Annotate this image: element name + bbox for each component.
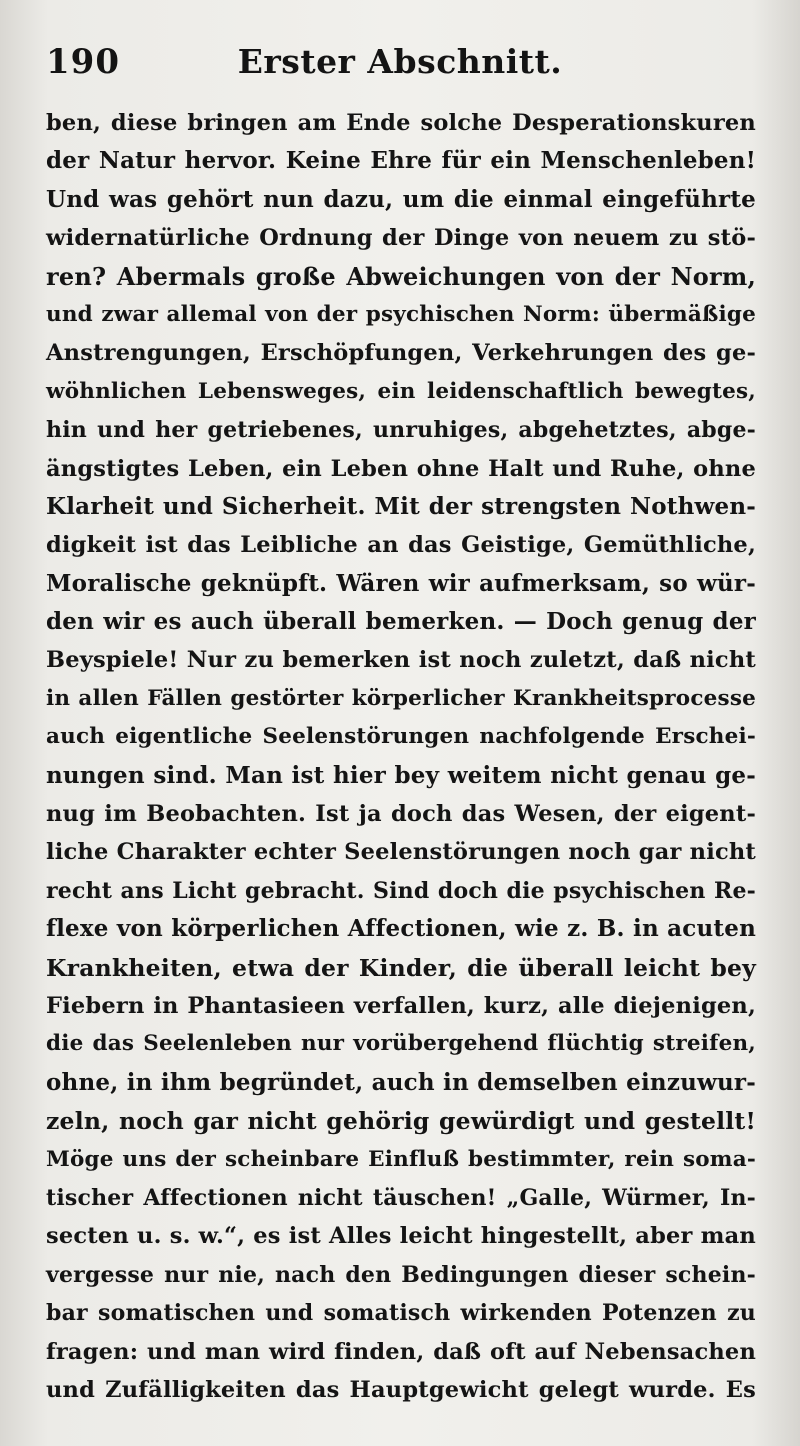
text-line: zeln, noch gar nicht gehörig gewürdigt und gestellt! xyxy=(46,1107,756,1136)
text-line: secten u. s. w.“, es ist Alles leicht hingestellt, aber man xyxy=(46,1223,756,1250)
text-line: digkeit ist das Leibliche an das Geistige, Gemüthliche, xyxy=(46,532,756,559)
text-line: und zwar allemal von der psychischen Norm: übermäßige xyxy=(46,301,756,327)
text-line: Fiebern in Phantasieen verfallen, kurz, alle diejenigen, xyxy=(46,992,756,1019)
text-line: Und was gehört nun dazu, um die einmal eingeführte xyxy=(46,185,756,213)
text-line: ren? Abermals große Abweichungen von der Norm, xyxy=(46,261,756,291)
text-line: Beyspiele! Nur zu bemerken ist noch zuletzt, daß nicht xyxy=(46,647,756,674)
text-line: und Zufälligkeiten das Hauptgewicht gelegt wurde. Es xyxy=(46,1376,756,1403)
text-line: die das Seelenleben nur vorübergehend flüchtig streifen, xyxy=(46,1031,756,1057)
text-line: auch eigentliche Seelenstörungen nachfolgende Erschei- xyxy=(46,724,756,750)
text-line: Klarheit und Sicherheit. Mit der strengsten Nothwen- xyxy=(46,492,756,520)
text-line: ängstigtes Leben, ein Leben ohne Halt und Ruhe, ohne xyxy=(46,455,756,482)
text-line: ben, diese bringen am Ende solche Desperationskuren xyxy=(46,110,756,136)
text-line: tischer Affectionen nicht täuschen! „Galle, Würmer, In- xyxy=(46,1184,756,1211)
text-line: fragen: und man wird finden, daß oft auf Nebensachen xyxy=(46,1338,756,1365)
text-line: Krankheiten, etwa der Kinder, die überall leicht bey xyxy=(46,953,756,982)
text-line: bar somatischen und somatisch wirkenden Potenzen zu xyxy=(46,1300,756,1327)
text-line: ohne, in ihm begründet, auch in demselben einzuwur- xyxy=(46,1068,756,1096)
body-text xyxy=(46,104,756,1409)
text-line: Möge uns der scheinbare Einfluß bestimmter, rein soma- xyxy=(46,1146,756,1172)
text-line: liche Charakter echter Seelenstörungen noch gar nicht xyxy=(46,839,756,866)
text-line: nug im Beobachten. Ist ja doch das Wesen, der eigent- xyxy=(46,801,756,828)
text-line: wöhnlichen Lebensweges, ein leidenschaftlich bewegtes, xyxy=(46,378,756,404)
page-header xyxy=(40,42,760,90)
text-line: vergesse nur nie, nach den Bedingungen dieser schein- xyxy=(46,1261,756,1288)
text-line: in allen Fällen gestörter körperlicher Krankheitsprocesse xyxy=(46,685,756,711)
text-line: den wir es auch überall bemerken. — Doch genug der xyxy=(46,608,756,636)
text-line: nungen sind. Man ist hier bey weitem nicht genau ge- xyxy=(46,761,756,789)
text-line: Moralische geknüpft. Wären wir aufmerksam, so wür- xyxy=(46,569,756,597)
text-line: hin und her getriebenes, unruhiges, abgehetztes, abge- xyxy=(46,417,756,444)
text-line: widernatürliche Ordnung der Dinge von neuem zu stö- xyxy=(46,225,756,252)
text-line: der Natur hervor. Keine Ehre für ein Menschenleben! xyxy=(46,147,756,175)
page-number: 190 xyxy=(46,42,120,82)
running-head: Erster Abschnitt. xyxy=(237,42,563,81)
text-line: Anstrengungen, Erschöpfungen, Verkehrungen des ge- xyxy=(46,340,756,367)
text-line: flexe von körperlichen Affectionen, wie z. B. in acuten xyxy=(46,915,756,943)
text-line: recht ans Licht gebracht. Sind doch die psychischen Re- xyxy=(46,877,756,904)
